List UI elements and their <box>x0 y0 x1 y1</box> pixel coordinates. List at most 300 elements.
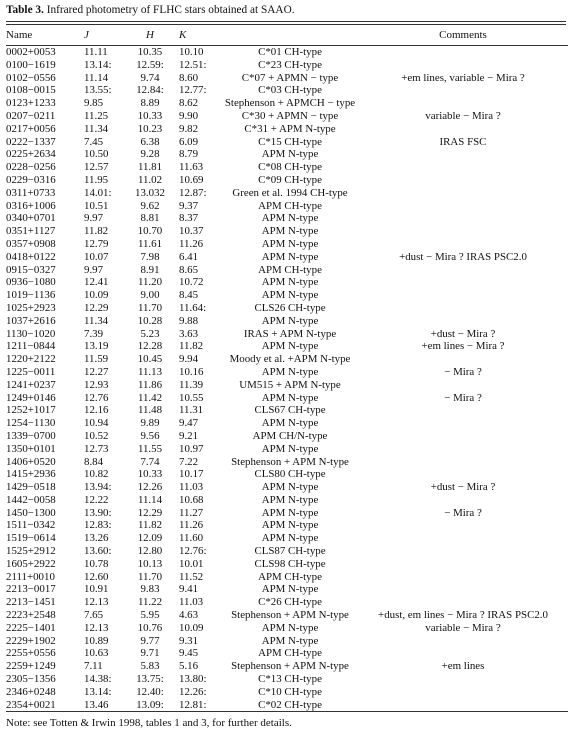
table-caption-label: Table 3. <box>6 4 44 16</box>
cell-comments <box>358 200 568 213</box>
cell-h: 10.76 <box>137 621 163 634</box>
cell-type: Green et al. 1994 CH-type <box>232 186 348 199</box>
table-row <box>6 276 568 289</box>
cell-name: 2305−1356 <box>6 673 56 686</box>
cell-comments <box>358 519 568 532</box>
cell-type: APM N-type <box>261 289 319 302</box>
table-row <box>6 519 568 532</box>
cell-j: 11.11 <box>84 46 108 58</box>
cell-name: 1350+0101 <box>6 442 56 455</box>
table-row <box>6 72 568 85</box>
cell-name: 1220+2122 <box>6 353 56 366</box>
cell-j: 12.13 <box>84 596 109 609</box>
cell-j: 13.55: <box>84 84 112 97</box>
cell-name: 2213−0017 <box>6 583 56 596</box>
cell-comments: +dust − Mira ? <box>430 327 496 340</box>
cell-k: 11.31 <box>179 404 204 417</box>
cell-comments <box>358 264 568 277</box>
table-row <box>6 507 568 520</box>
cell-name: 2229+1902 <box>6 634 56 647</box>
cell-name: 0915−0327 <box>6 263 56 276</box>
cell-name: 1339−0700 <box>6 429 56 442</box>
cell-comments: +em lines, variable − Mira ? <box>401 71 525 84</box>
cell-type: APM N-type <box>261 391 319 404</box>
cell-type: APM N-type <box>261 621 319 634</box>
cell-j: 13.90: <box>84 506 112 519</box>
table-row <box>6 456 568 469</box>
cell-comments <box>358 673 568 686</box>
cell-j: 12.16 <box>84 404 109 417</box>
table-caption <box>6 3 566 17</box>
cell-type: APM N-type <box>261 276 319 289</box>
cell-comments: +em lines <box>441 660 485 673</box>
table-row <box>6 264 568 277</box>
header-j: J <box>78 25 125 46</box>
cell-name: 1406+0520 <box>6 455 56 468</box>
cell-name: 0102−0556 <box>6 71 56 84</box>
cell-name: 1429−0518 <box>6 481 56 494</box>
cell-comments: +dust − Mira ? <box>430 481 496 494</box>
cell-comments <box>358 225 568 238</box>
cell-comments <box>358 84 568 97</box>
cell-j: 10.78 <box>84 557 109 570</box>
table-row <box>6 699 568 712</box>
cell-type: C*23 CH-type <box>258 58 322 71</box>
cell-h: 10.35 <box>137 46 163 58</box>
cell-j: 13.60: <box>84 545 112 558</box>
table-row <box>6 161 568 174</box>
cell-type: C*09 CH-type <box>258 173 322 186</box>
cell-h: 11.81 <box>137 161 163 174</box>
cell-h: 9.00 <box>140 289 160 302</box>
cell-k: 3.63 <box>179 327 199 340</box>
header-row <box>6 25 568 46</box>
cell-k: 10.37 <box>179 225 204 238</box>
table-row <box>6 225 568 238</box>
table-row <box>6 404 568 417</box>
cell-k: 8.45 <box>179 289 199 302</box>
cell-k: 9.82 <box>179 122 199 135</box>
cell-h: 5.83 <box>140 660 160 673</box>
cell-k: 9.31 <box>179 634 199 647</box>
cell-j: 10.50 <box>84 148 109 161</box>
cell-k: 9.88 <box>179 314 199 327</box>
cell-k: 10.68 <box>179 493 204 506</box>
cell-comments <box>358 468 568 481</box>
table-row <box>6 481 568 494</box>
table-row <box>6 59 568 72</box>
cell-j: 11.25 <box>84 109 109 122</box>
cell-name: 0357+0908 <box>6 237 56 250</box>
table-row <box>6 328 568 341</box>
cell-comments <box>358 583 568 596</box>
cell-k: 11.52 <box>179 570 204 583</box>
cell-h: 9.28 <box>140 148 160 161</box>
table-body <box>6 46 568 712</box>
cell-j: 9.97 <box>84 263 104 276</box>
cell-type: APM CH/N-type <box>252 429 328 442</box>
cell-h: 9.74 <box>140 71 160 84</box>
cell-type: Moody et al. +APM N-type <box>229 353 351 366</box>
cell-j: 10.63 <box>84 647 109 660</box>
cell-type: C*31 + APM N-type <box>244 122 336 135</box>
cell-k: 7.22 <box>179 455 199 468</box>
cell-j: 12.29 <box>84 301 109 314</box>
cell-comments <box>358 46 568 59</box>
cell-h: 10.28 <box>137 314 163 327</box>
cell-name: 1019−1136 <box>6 289 56 302</box>
cell-j: 11.14 <box>84 71 109 84</box>
cell-h: 8.89 <box>140 97 160 110</box>
cell-comments: +dust, em lines − Mira ? IRAS PSC2.0 <box>378 609 548 622</box>
cell-type: APM N-type <box>261 237 319 250</box>
cell-comments: − Mira ? <box>444 391 482 404</box>
cell-k: 8.37 <box>179 212 199 225</box>
cell-j: 7.45 <box>84 135 104 148</box>
cell-comments <box>358 187 568 200</box>
cell-name: 1241+0237 <box>6 378 56 391</box>
cell-type: APM CH-type <box>258 263 322 276</box>
cell-j: 10.51 <box>84 199 109 212</box>
table-row <box>6 212 568 225</box>
cell-name: 1254−1130 <box>6 417 56 430</box>
cell-name: 0217+0056 <box>6 122 56 135</box>
cell-type: APM N-type <box>261 634 319 647</box>
cell-j: 10.91 <box>84 583 109 596</box>
table-note: Note: see Totten & Irwin 1998, tables 1 and 3, for further details. <box>6 717 292 730</box>
cell-type: CLS67 CH-type <box>254 404 326 417</box>
table-row <box>6 647 568 660</box>
cell-h: 12.40: <box>136 685 164 698</box>
table-row <box>6 596 568 609</box>
cell-type: CLS26 CH-type <box>254 301 326 314</box>
cell-h: 9.89 <box>140 417 160 430</box>
cell-type: C*15 CH-type <box>258 135 322 148</box>
cell-h: 7.98 <box>140 250 160 263</box>
cell-type: APM N-type <box>261 481 319 494</box>
cell-name: 2111+0010 <box>6 570 55 583</box>
cell-k: 9.90 <box>179 109 199 122</box>
cell-j: 10.82 <box>84 468 109 481</box>
cell-k: 12.76: <box>179 545 207 558</box>
cell-h: 12.59: <box>136 58 164 71</box>
cell-type: C*26 CH-type <box>258 596 322 609</box>
cell-h: 11.22 <box>137 596 163 609</box>
cell-comments: +dust − Mira ? IRAS PSC2.0 <box>399 250 527 263</box>
cell-h: 12.26 <box>137 481 163 494</box>
cell-h: 10.70 <box>137 225 163 238</box>
cell-name: 0123+1233 <box>6 97 56 110</box>
cell-name: 1225−0011 <box>6 365 56 378</box>
table-row <box>6 110 568 123</box>
cell-comments <box>358 276 568 289</box>
cell-h: 10.33 <box>137 109 163 122</box>
cell-comments: IRAS FSC <box>439 135 487 148</box>
cell-j: 12.76 <box>84 391 109 404</box>
cell-name: 1025+2923 <box>6 301 56 314</box>
cell-h: 5.95 <box>140 609 160 622</box>
cell-comments <box>358 443 568 456</box>
cell-j: 8.84 <box>84 455 104 468</box>
cell-type: Stephenson + APM N-type <box>231 455 349 468</box>
cell-type: CLS98 CH-type <box>254 557 326 570</box>
cell-type: APM N-type <box>261 519 319 532</box>
cell-k: 12.77: <box>179 84 207 97</box>
cell-comments <box>358 596 568 609</box>
cell-j: 12.57 <box>84 161 109 174</box>
cell-comments <box>358 59 568 72</box>
cell-name: 2346+0248 <box>6 685 56 698</box>
cell-j: 12.93 <box>84 378 109 391</box>
cell-j: 10.94 <box>84 417 109 430</box>
cell-h: 12.28 <box>137 340 163 353</box>
cell-k: 12.87: <box>179 186 207 199</box>
cell-comments <box>358 97 568 110</box>
cell-h: 10.13 <box>137 557 163 570</box>
table-page <box>6 3 566 729</box>
cell-type: C*01 CH-type <box>258 46 322 58</box>
cell-j: 12.13 <box>84 621 109 634</box>
cell-name: 0100−1619 <box>6 58 56 71</box>
cell-comments <box>358 647 568 660</box>
cell-name: 1211−0844 <box>6 340 56 353</box>
cell-h: 9.71 <box>140 647 160 660</box>
cell-type: APM N-type <box>261 583 319 596</box>
cell-comments <box>358 174 568 187</box>
cell-k: 6.41 <box>179 250 199 263</box>
cell-comments <box>358 571 568 584</box>
cell-k: 11.03 <box>179 596 204 609</box>
cell-name: 1130−1020 <box>6 327 56 340</box>
cell-j: 12.22 <box>84 493 109 506</box>
cell-type: C*30 + APMN − type <box>241 109 339 122</box>
cell-k: 8.79 <box>179 148 199 161</box>
cell-h: 11.82 <box>137 519 163 532</box>
cell-type: C*02 CH-type <box>222 699 358 712</box>
cell-j: 13.19 <box>84 340 109 353</box>
cell-k: 10.72 <box>179 276 204 289</box>
cell-h: 11.55 <box>137 442 163 455</box>
cell-name: 1442−0058 <box>6 493 56 506</box>
cell-type: APM N-type <box>261 250 319 263</box>
cell-h: 8.91 <box>140 263 160 276</box>
cell-k: 9.21 <box>179 429 199 442</box>
cell-comments <box>358 532 568 545</box>
cell-comments <box>358 379 568 392</box>
cell-k: 11.03 <box>179 481 204 494</box>
cell-comments <box>358 148 568 161</box>
cell-type: CLS80 CH-type <box>254 468 326 481</box>
table-row <box>6 609 568 622</box>
cell-comments: − Mira ? <box>444 506 482 519</box>
cell-h: 11.42 <box>137 391 163 404</box>
table-row <box>6 443 568 456</box>
cell-type: C*03 CH-type <box>258 84 322 97</box>
cell-h: 9.83 <box>140 583 160 596</box>
cell-h: 8.81 <box>140 212 160 225</box>
table-row <box>6 289 568 302</box>
cell-comments <box>358 123 568 136</box>
cell-j: 12.60 <box>84 570 109 583</box>
cell-k: 10.69 <box>179 173 204 186</box>
cell-j: 11.34 <box>84 122 109 135</box>
cell-j: 13.14: <box>84 58 112 71</box>
cell-k: 12.26: <box>179 685 207 698</box>
table-row <box>6 251 568 264</box>
cell-name: 2354+0021 <box>6 699 78 712</box>
cell-j: 11.95 <box>84 173 109 186</box>
cell-type: UM515 + APM N-type <box>239 378 341 391</box>
cell-j: 11.34 <box>84 314 109 327</box>
cell-type: APM N-type <box>261 506 319 519</box>
cell-name: 0207−0211 <box>6 109 56 122</box>
cell-h: 12.29 <box>137 506 163 519</box>
cell-k: 11.82 <box>179 340 204 353</box>
cell-j: 9.97 <box>84 212 104 225</box>
cell-h: 12.84: <box>136 84 164 97</box>
cell-h: 13.032 <box>135 186 165 199</box>
photometry-table <box>6 25 568 712</box>
cell-j: 7.11 <box>84 660 103 673</box>
cell-name: 2255+0556 <box>6 647 56 660</box>
table-row <box>6 468 568 481</box>
cell-name: 0351+1127 <box>6 225 56 238</box>
cell-k: 8.65 <box>179 263 199 276</box>
table-row <box>6 302 568 315</box>
table-row <box>6 494 568 507</box>
cell-name: 2225−1401 <box>6 621 56 634</box>
table-row <box>6 97 568 110</box>
cell-comments <box>358 238 568 251</box>
cell-name: 0108−0015 <box>6 84 56 97</box>
cell-h: 11.61 <box>137 237 163 250</box>
table-row <box>6 340 568 353</box>
cell-comments <box>358 494 568 507</box>
cell-comments <box>358 635 568 648</box>
cell-h: 10.45 <box>137 353 163 366</box>
cell-type: APM N-type <box>261 417 319 430</box>
cell-comments <box>358 289 568 302</box>
cell-comments <box>358 545 568 558</box>
cell-k: 9.94 <box>179 353 199 366</box>
cell-name: 0340+0701 <box>6 212 56 225</box>
cell-j: 7.39 <box>84 327 104 340</box>
table-row <box>6 315 568 328</box>
cell-h: 9.62 <box>140 199 160 212</box>
cell-type: APM N-type <box>261 148 319 161</box>
cell-h: 13.75: <box>136 673 164 686</box>
table-row <box>6 571 568 584</box>
cell-name: 1525+2912 <box>6 545 56 558</box>
cell-name: 0222−1337 <box>6 135 56 148</box>
cell-h: 11.14 <box>137 493 163 506</box>
cell-comments <box>358 353 568 366</box>
table-row <box>6 622 568 635</box>
cell-j: 12.79 <box>84 237 109 250</box>
cell-name: 0418+0122 <box>6 250 56 263</box>
cell-h: 10.33 <box>137 468 163 481</box>
cell-type: APM CH-type <box>258 647 322 660</box>
cell-type: C*13 CH-type <box>258 673 322 686</box>
table-row <box>6 392 568 405</box>
table-row <box>6 136 568 149</box>
cell-h: 13.09: <box>125 699 175 712</box>
table-row <box>6 123 568 136</box>
cell-h: 11.02 <box>137 173 163 186</box>
cell-name: 1511−0342 <box>6 519 56 532</box>
table-row <box>6 660 568 673</box>
cell-k: 5.16 <box>179 660 199 673</box>
cell-name: 0936−1080 <box>6 276 56 289</box>
cell-h: 7.74 <box>140 455 160 468</box>
cell-comments: variable − Mira ? <box>425 109 501 122</box>
cell-h: 11.70 <box>137 570 163 583</box>
cell-j: 13.94: <box>84 481 112 494</box>
cell-j: 12.83: <box>84 519 112 532</box>
cell-j: 9.85 <box>84 97 104 110</box>
table-header <box>6 25 568 46</box>
cell-j: 10.89 <box>84 634 109 647</box>
table-row <box>6 686 568 699</box>
cell-name: 0229−0316 <box>6 173 56 186</box>
cell-j: 10.07 <box>84 250 109 263</box>
cell-k: 11.60 <box>179 532 204 545</box>
table-row <box>6 532 568 545</box>
cell-comments <box>358 558 568 571</box>
cell-comments <box>358 404 568 417</box>
cell-h: 11.70 <box>137 301 163 314</box>
cell-type: Stephenson + APM N-type <box>231 609 349 622</box>
cell-k: 9.47 <box>179 417 199 430</box>
cell-type: APM N-type <box>261 212 319 225</box>
cell-k: 9.41 <box>179 583 199 596</box>
table-row <box>6 84 568 97</box>
cell-name: 0225+2634 <box>6 148 56 161</box>
header-type <box>222 25 358 46</box>
table-row <box>6 353 568 366</box>
cell-k: 12.81: <box>175 699 222 712</box>
cell-name: 1252+1017 <box>6 404 56 417</box>
cell-k: 11.26 <box>179 237 204 250</box>
cell-k: 10.01 <box>179 557 204 570</box>
header-comments: Comments <box>358 25 568 46</box>
cell-name: 1450−1300 <box>6 506 56 519</box>
cell-j: 11.82 <box>84 225 109 238</box>
cell-j: 12.27 <box>84 365 109 378</box>
cell-type: APM N-type <box>261 340 319 353</box>
cell-j: 12.41 <box>84 276 109 289</box>
cell-type: APM N-type <box>261 442 319 455</box>
cell-comments <box>358 315 568 328</box>
cell-name: 1519−0614 <box>6 532 56 545</box>
cell-j: 10.09 <box>84 289 109 302</box>
cell-k: 11.64: <box>179 301 207 314</box>
cell-j: 13.26 <box>84 532 109 545</box>
cell-name: 1415+2936 <box>6 468 56 481</box>
cell-k: 12.51: <box>179 58 207 71</box>
table-row <box>6 148 568 161</box>
cell-type: C*08 CH-type <box>258 161 322 174</box>
cell-k: 11.27 <box>179 506 204 519</box>
table-row <box>6 545 568 558</box>
cell-name: 1249+0146 <box>6 391 56 404</box>
table-row <box>6 635 568 648</box>
cell-comments <box>358 212 568 225</box>
cell-type: IRAS + APM N-type <box>243 327 337 340</box>
cell-name: 2223+2548 <box>6 609 56 622</box>
cell-h: 5.23 <box>140 327 160 340</box>
header-h: H <box>125 25 175 46</box>
